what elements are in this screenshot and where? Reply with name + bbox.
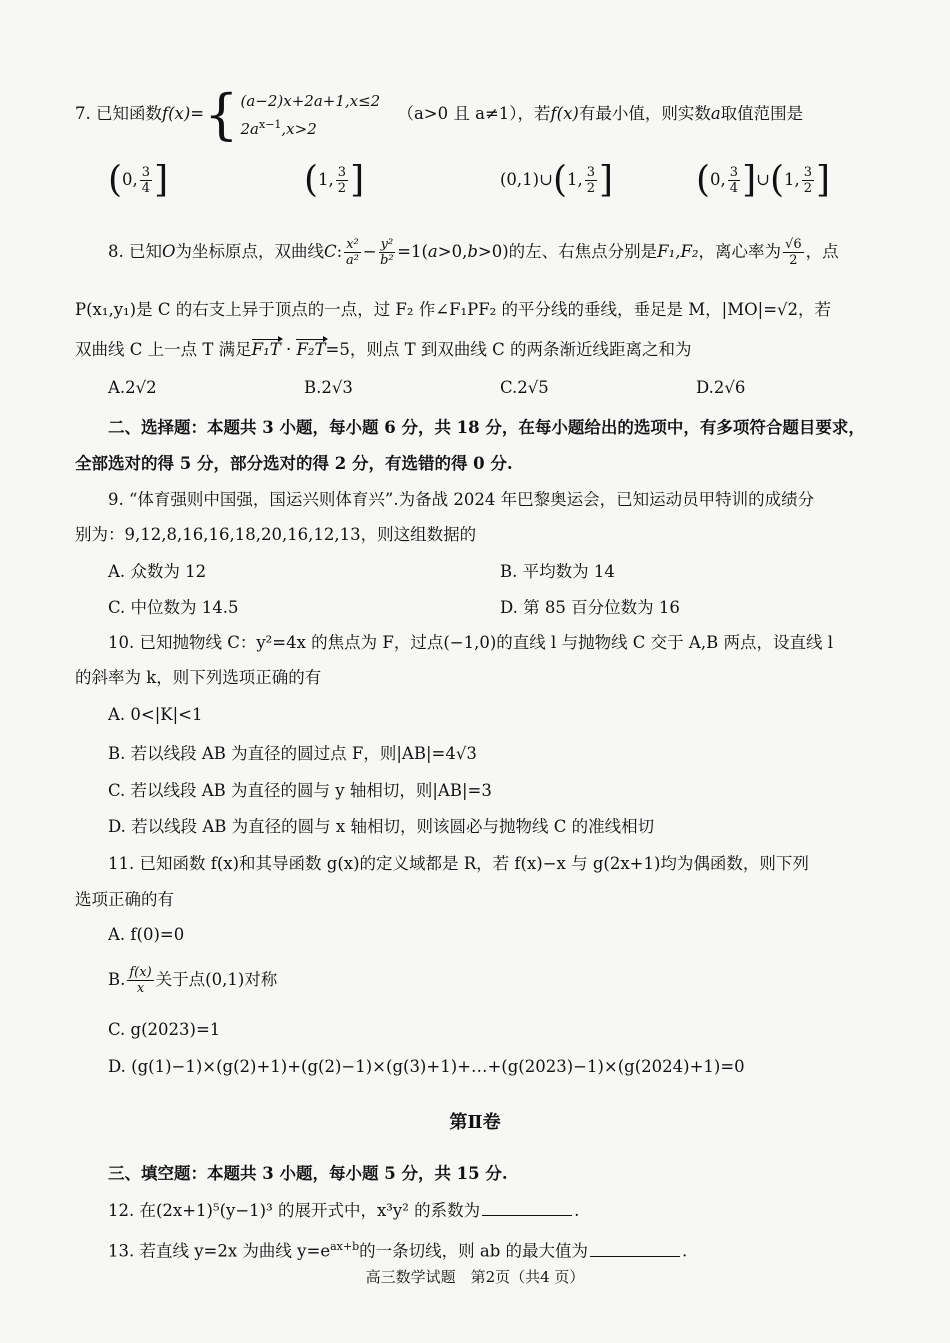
- q11-line2: 选项正确的有: [75, 890, 174, 909]
- q8-option-c: C.2√5: [500, 378, 549, 397]
- q13-answer-blank: [590, 1240, 680, 1257]
- q10-option-b: B. 若以线段 AB 为直径的圆过点 F，则|AB|=4√3: [108, 744, 477, 763]
- section3-heading: 三、填空题：本题共 3 小题，每小题 5 分，共 15 分.: [108, 1164, 508, 1183]
- q10-line2: 的斜率为 k，则下列选项正确的有: [75, 668, 322, 687]
- q7-stem-c: 有最小值，则实数: [578, 104, 711, 123]
- q7-option-a: (0, $\frac{3}{4}$ ]: [108, 159, 169, 201]
- q8-options: [108, 378, 880, 397]
- q7-stem-b: （a>0 且 a≠1），若: [397, 104, 551, 123]
- q10-option-a: A. 0<|K|<1: [108, 705, 203, 724]
- q7-option-b: (1, $\frac{3}{2}$ ]: [304, 159, 365, 201]
- q10-option-c: C. 若以线段 AB 为直径的圆与 y 轴相切，则|AB|=3: [108, 781, 492, 800]
- q7-stem-d: 取值范围是: [720, 104, 804, 123]
- q11-option-b: B. $\frac{f(x)}{x}$ 关于点(0,1)对称: [108, 965, 278, 996]
- q7-case1: (a−2)x+2a+1,x≤2: [240, 91, 381, 110]
- q7-fx: f(x)=: [162, 104, 205, 123]
- q8-line1: 8. 已知O为坐标原点，双曲线C: $\frac{\text{x²}}{\text{a²}}$ − $\frac{\text{y²}}{\text{b²}}$ =1(a>0,b>0)的左、右焦点分别是F₁,F₂，离心率为 $\frac{√6}{2}$ ，点: [108, 237, 839, 268]
- section2-line1: 二、选择题：本题共 3 小题，每小题 6 分，共 18 分，在每小题给出的选项中，有多项符合题目要求，: [108, 418, 865, 437]
- q12-answer-blank: [482, 1199, 572, 1216]
- q10-option-d: D. 若以线段 AB 为直径的圆与 x 轴相切，则该圆必与抛物线 C 的准线相切: [108, 817, 655, 836]
- q7-piecewise: [204, 82, 381, 146]
- q7-a: a: [710, 104, 721, 123]
- q7-brace: {: [204, 82, 239, 146]
- q8-option-d: D.2√6: [696, 378, 746, 397]
- q11-line1: 11. 已知函数 f(x)和其导函数 g(x)的定义域都是 R，若 f(x)−x 与 g(2x+1)均为偶函数，则下列: [108, 854, 809, 873]
- q11-option-d: D. (g(1)−1)×(g(2)+1)+(g(2)−1)×(g(3)+1)+…+(g(2023)−1)×(g(2024)+1)=0: [108, 1057, 745, 1076]
- page-footer: 高三数学试题 第2页（共4 页）: [365, 1268, 585, 1286]
- part2-title: 第Ⅱ卷: [449, 1112, 501, 1133]
- q8-line2: P(x₁,y₁)是 C 的右支上异于顶点的一点，过 F₂ 作∠F₁PF₂ 的平分线的垂线，垂足是 M，|MO|=√2，若: [75, 300, 832, 319]
- q9-options-row2: [108, 594, 880, 618]
- q9-option-d: D. 第 85 百分位数为 16: [500, 598, 680, 617]
- q9-option-a: A. 众数为 12: [108, 562, 207, 581]
- q7-option-d: (0, $\frac{3}{4}$ ]∪(1, $\frac{3}{2}$ ]: [696, 159, 831, 201]
- q11-option-a: A. f(0)=0: [108, 925, 185, 944]
- q7-options: [108, 160, 880, 200]
- q9-line1: 9. “体育强则中国强，国运兴则体育兴”.为备战 2024 年巴黎奥运会，已知运动员甲特训的成绩分: [108, 490, 815, 509]
- q7-fx2: f(x): [550, 104, 579, 123]
- q13: 13. 若直线 y=2x 为曲线 $y=e^{ax+b}$的一条切线，则 ab 的最大值为 .: [108, 1240, 688, 1261]
- q8-option-a: A.2√2: [108, 378, 157, 397]
- q11-option-c: C. g(2023)=1: [108, 1020, 221, 1039]
- q8-option-b: B.2√3: [304, 378, 353, 397]
- q10-line1: 10. 已知抛物线 C：y²=4x 的焦点为 F，过点(−1,0)的直线 l 与抛物线 C 交于 A,B 两点，设直线 l: [108, 633, 833, 652]
- section2-line2: 全部选对的得 5 分，部分选对的得 2 分，有选错的得 0 分.: [75, 454, 513, 473]
- q9-option-c: C. 中位数为 14.5: [108, 598, 239, 617]
- q7-case2: $2a^{x-1},x>2$: [240, 117, 317, 138]
- q8-line3: 双曲线 C 上一点 T 满足F₁T · F₂T=5，则点 T 到双曲线 C 的两条渐近线距离之和为: [75, 338, 880, 362]
- q7-stem: [75, 82, 880, 146]
- q7-stem-a: 7. 已知函数: [75, 104, 162, 123]
- q9-line2: 别为：9,12,8,16,16,18,20,16,12,13，则这组数据的: [75, 525, 477, 544]
- q9-option-b: B. 平均数为 14: [500, 562, 615, 581]
- q12: 12. 在(2x+1)⁵(y−1)³ 的展开式中，x³y² 的系数为 .: [108, 1201, 580, 1220]
- q9-options-row1: [108, 558, 880, 582]
- q7-option-c: (0,1)∪(1, $\frac{3}{2}$ ]: [500, 159, 614, 201]
